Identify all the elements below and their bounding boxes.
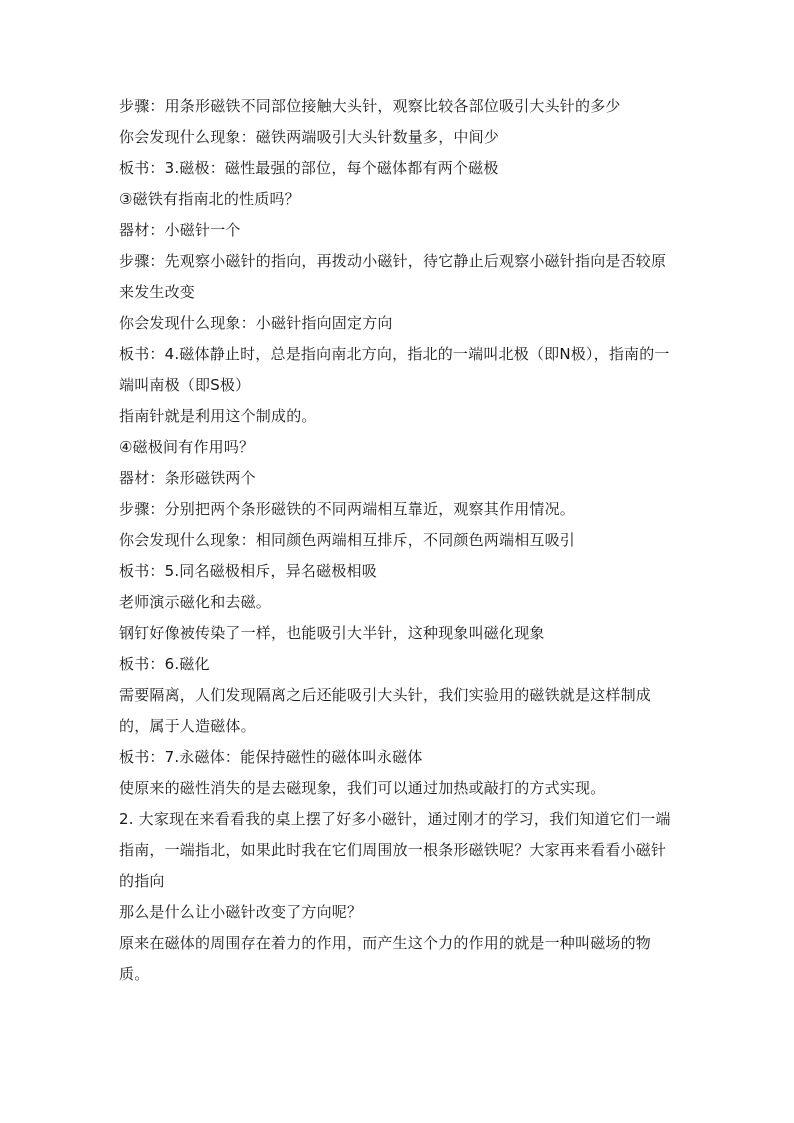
paragraph-question-direction-change: 那么是什么让小磁针改变了方向呢？ (119, 903, 363, 921)
paragraph-step-magnet-parts: 步骤：用条形磁铁不同部位接触大头针，观察比较各部位吸引大头针的多少 (119, 97, 621, 115)
document-body (119, 91, 679, 990)
paragraph-desk-compasses: 2. 大家现在来看看我的桌上摆了好多小磁针，通过刚才的学习，我们知道它们一端指南，一端指北，如果此时我在它们周围放一根条形磁铁呢？大家再来看看小磁针的指向 (119, 810, 671, 890)
paragraph-board-like-poles: 板书：5.同名磁极相斥，异名磁极相吸 (119, 562, 377, 580)
paragraph-magnetic-field: 原来在磁体的周围存在着力的作用，而产生这个力的作用的就是一种叫磁场的物质。 (119, 934, 652, 983)
paragraph-materials-bar-magnets: 器材：条形磁铁两个 (119, 469, 256, 487)
paragraph-artificial-magnet: 需要隔离，人们发现隔离之后还能吸引大头针，我们实验用的磁铁就是这样制成的，属于人造磁体。 (119, 686, 652, 735)
paragraph-question-north-south: ③磁铁有指南北的性质吗？ (119, 190, 300, 208)
paragraph-magnetization-phenomenon: 钢钉好像被传染了一样，也能吸引大半针，这种现象叫磁化现象 (119, 624, 545, 642)
paragraph-demagnetization: 使原来的磁性消失的是去磁现象，我们可以通过加热或敲打的方式实现。 (119, 779, 606, 797)
paragraph-board-direction: 板书：4.磁体静止时，总是指向南北方向，指北的一端叫北极（即N极），指南的一端叫南极（即S极） (119, 345, 670, 394)
paragraph-board-poles: 板书：3.磁极：磁性最强的部位，每个磁体都有两个磁极 (119, 159, 499, 177)
paragraph-observation-repel-attract: 你会发现什么现象：相同颜色两端相互排斥，不同颜色两端相互吸引 (119, 531, 576, 549)
paragraph-board-magnetization: 板书：6.磁化 (119, 655, 210, 673)
paragraph-materials-compass: 器材：小磁针一个 (119, 221, 241, 239)
paragraph-observation-ends: 你会发现什么现象：磁铁两端吸引大头针数量多，中间少 (119, 128, 500, 146)
paragraph-compass-note: 指南针就是利用这个制成的。 (119, 407, 317, 425)
paragraph-step-compass: 步骤：先观察小磁针的指向，再拨动小磁针，待它静止后观察小磁针指向是否较原来发生改变 (119, 252, 667, 301)
paragraph-board-permanent-magnet: 板书：7.永磁体：能保持磁性的磁体叫永磁体 (119, 748, 423, 766)
paragraph-teacher-demo: 老师演示磁化和去磁。 (119, 593, 272, 611)
paragraph-question-pole-interaction: ④磁极间有作用吗？ (119, 438, 255, 456)
paragraph-step-bar-magnets: 步骤：分别把两个条形磁铁的不同两端相互靠近，观察其作用情况。 (119, 500, 576, 518)
paragraph-observation-compass: 你会发现什么现象：小磁针指向固定方向 (119, 314, 393, 332)
